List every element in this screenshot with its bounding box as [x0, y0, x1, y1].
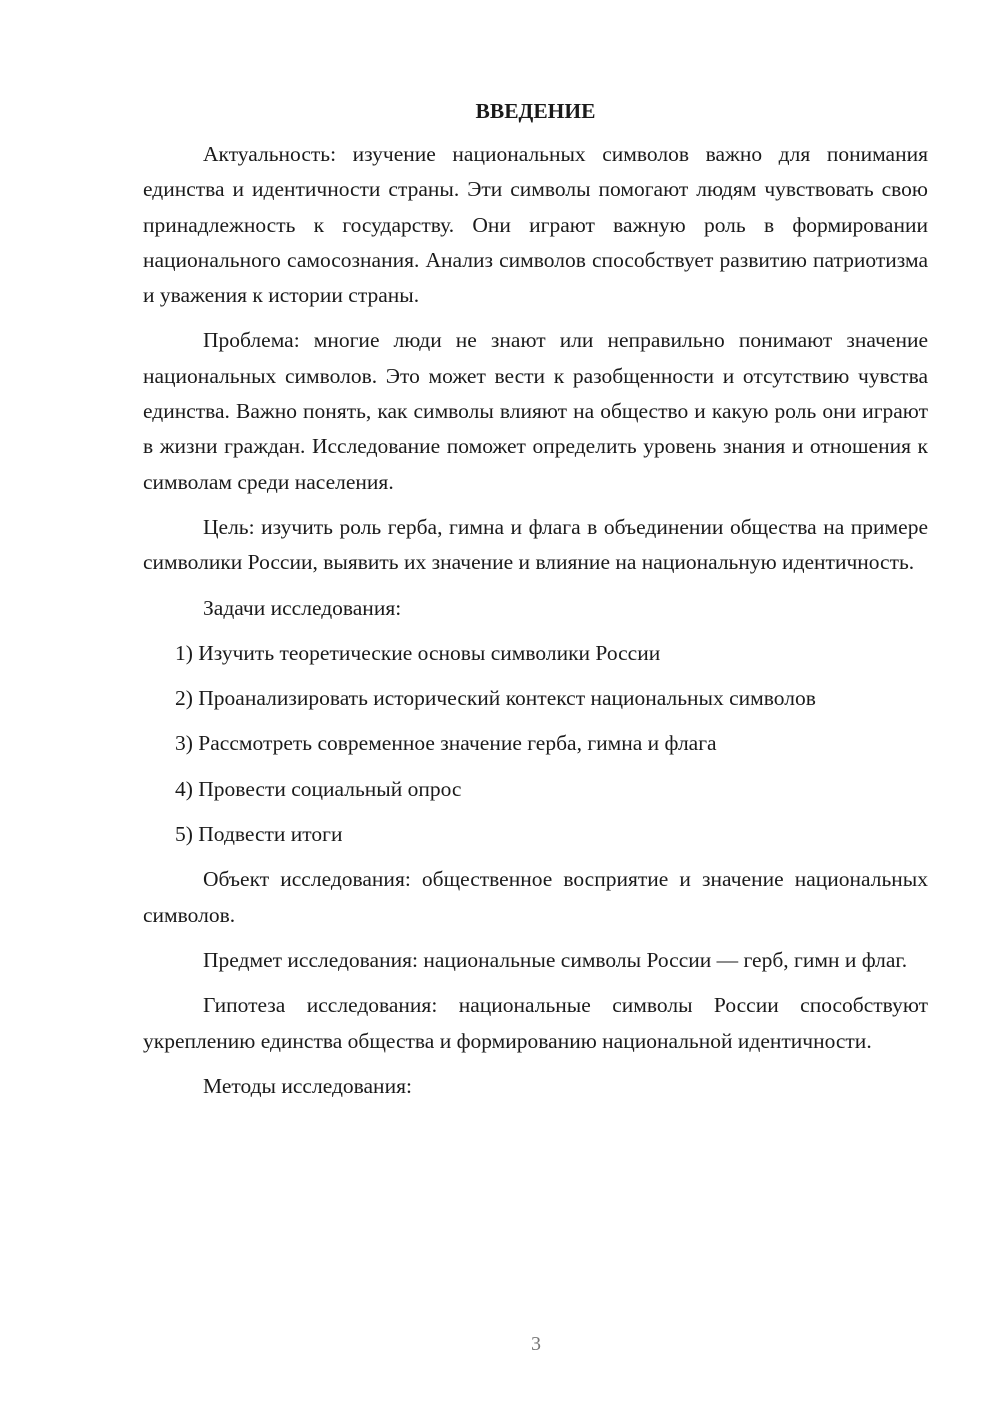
- relevance-paragraph: Актуальность: изучение национальных символов важно для понимания единства и идентичности страны. Эти символы помогают людям чувствовать свою принадлежность к государству. Они играют важную роль в формировании национального самосознания. Анализ символов способствует развитию патриотизма и уважения к истории страны.: [143, 142, 928, 308]
- subject-paragraph: Предмет исследования: национальные символы России — герб, гимн и флаг.: [203, 947, 908, 972]
- list-item: 1) Изучить теоретические основы символики России: [175, 640, 661, 665]
- list-item: 2) Проанализировать исторический контекст национальных символов: [175, 686, 816, 711]
- section-title: ВВЕДЕНИЕ: [475, 99, 596, 123]
- list-item: 3) Рассмотреть современное значение герба, гимна и флага: [175, 731, 717, 756]
- tasks-list: [143, 636, 928, 852]
- goal-paragraph: Цель: изучить роль герба, гимна и флага в объединении общества на примере символики России, выявить их значение и влияние на национальную идентичность.: [143, 514, 928, 575]
- object-paragraph: Объект исследования: общественное восприятие и значение национальных символов.: [143, 867, 928, 927]
- page-content: [143, 96, 928, 1114]
- hypothesis-paragraph: Гипотеза исследования: национальные символы России способствуют укреплению единства общества и формированию национальной идентичности.: [143, 993, 928, 1053]
- list-item: 5) Подвести итоги: [175, 822, 343, 847]
- problem-paragraph: Проблема: многие люди не знают или неправильно понимают значение национальных символов. Это может вести к разобщенности и отсутствию чувства единства. Важно понять, как символы влияют на общество и какую роль они играют в жизни граждан. Исследование поможет определить уровень знания и отношения к символам среди населения.: [143, 328, 928, 494]
- list-item: 4) Провести социальный опрос: [175, 776, 462, 801]
- tasks-heading: Задачи исследования:: [203, 595, 402, 620]
- methods-heading: Методы исследования:: [203, 1073, 412, 1098]
- page-number: 3: [531, 1333, 541, 1355]
